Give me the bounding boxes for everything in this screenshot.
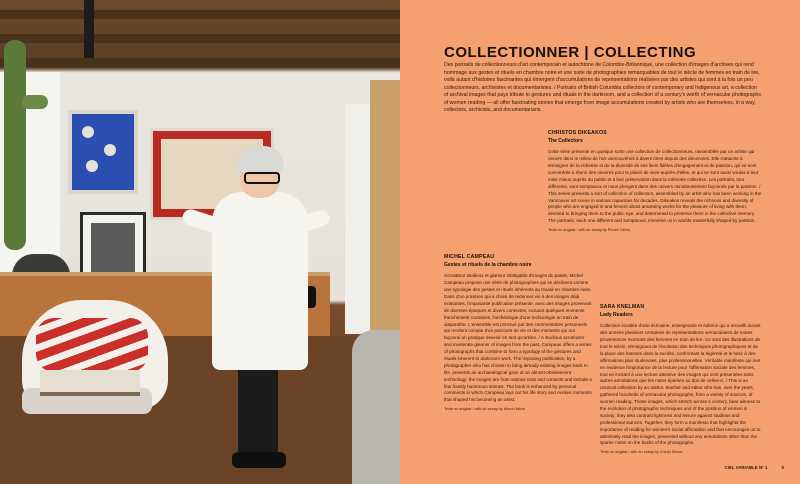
book-stack — [40, 370, 140, 396]
person-legs — [238, 368, 278, 458]
cactus-plant — [4, 40, 26, 250]
section-knelman — [600, 304, 762, 456]
section-artist-name: CHRISTOS DIKEAKOS — [548, 130, 607, 136]
ceiling-beam — [0, 10, 400, 19]
intro-paragraph: Des portraits de collectionneurs d'art contemporain et autochtone de Colombie-Britannique, une collection d'images d'archives qui rend hommage aux gestes et rituels en chambre noire et une suite de photographies remarquables de tout le siècle de femmes en train de lire, voilà autant d'histoires fascinantes qui émergent d'accumulations de représentations réalisées par des artistes qui sont à la fois un peu collectionneurs, archivistes et documentaristes. / Portraits of British Columbia collectors of contemporary and Indigenous art, a collection of archival images that pays tribute to gestures and rituals in the darkroom, and a collection of a century's worth of vernacular photographs of women reading — all offer fascinating stories that emerge from image accumulations created by artists who are themselves, in a way, collectors, archivists, and documentarians. — [444, 62, 762, 114]
section-credit: Texte en anglais / with an essay by Mona Hakim — [444, 407, 526, 412]
blue-artwork — [68, 110, 138, 194]
page-title: COLLECTIONNER | COLLECTING — [444, 44, 697, 61]
section-body: Cette série présente en quelque sorte une collection de collectionneurs, rassemblée par un artiste qui oeuvre dans le milieu de l'art vancouvérois à divers titres depuis des décennies. Elle s'attache à témoigner de la richesse et de la diversité de ses liens fidèles d'engagement et de passion, qui se sont concentrés à réunir des oeuvres pour le plaisir de vivre auprès d'elles, et qui se sont aussi voulus à leur mise mieux auprès du public et à leur préservation dans la mémoire collective. Les portraits, tour différents, sont somptueux et nous plongent dans des univers minutieusement façonnés par la passion. / This series presents a sort of collection of collectors, assembled by an artist who has been working in the Vancouver art scene in various capacities for decades. Dikeakos reveals the richness and diversity of people who are engaged in and fervent about amassing works for the pleasure of living with them, devoted to bringing them to the public eye, and determined to preserve them in the collective memory. The portraits, each one different and sumptuous, immerse us in worlds masterfully shaped by passion. — [548, 149, 762, 224]
section-credit: Texte en anglais / with an essay by Renee Henry — [548, 228, 631, 233]
section-credit: Texte en anglais / with an essay by Cheryl Simon — [600, 450, 683, 455]
text-page — [400, 0, 800, 484]
ceiling-beam — [0, 34, 400, 43]
page-footer — [724, 465, 784, 470]
person-white-coat — [212, 192, 308, 370]
grey-armchair — [352, 330, 400, 484]
person-hair — [236, 146, 284, 172]
person-shoes — [232, 452, 286, 468]
glasses — [244, 172, 280, 184]
section-dikeakos — [548, 130, 762, 234]
section-book-title: The Collectors — [548, 137, 583, 144]
magazine-name: CIEL VARIABLE N° 1 — [724, 465, 768, 470]
section-book-title: Lady Readers — [600, 311, 633, 318]
section-book-title: Gestes et rituels de la chambre noire — [444, 261, 532, 268]
section-artist-name: SARA KNELMAN — [600, 304, 645, 310]
cactus-arm — [22, 95, 48, 109]
text-pattern-cushion — [36, 318, 148, 372]
section-body: Scrutateur studieux et glaneur infatigable d'images du passé, Michel Campeau propose une série de photographies qui se déclinent comme une typologie des gestes et rituels inhérents au travail en chambre noire. Dans d'un praticien qui a choisi de redonner vie à des images déjà existantes, l'imposante publication présente, avec des images provenant de diverses époques et divers contextes, incluant quelques moments franchement cocasses, l'archéologie d'une technologie en train de disparaître. L'ensemble est ponctué par des commentaires personnels qui rendent compte d'un parcours de vie et des moments qui ont façonné un pratique devenir en tant qu'artiste. / A studious scrutinizer and inveterate gleaner of images from the past, Campeau offers a series of photographs that combine to form a typology of the gestures and rituals inherent to darkroom work. The imposing publication, by a photographer who has chosen to bring already existing images back to life, presents an archaeological gaze at an almost-obsolescent technology; the images are from various eras and contexts and include a few frankly humorous scenes. The book is enhanced by personal comments in which Campeau lays out his life story and evokes moments that shaped his becoming an artist. — [444, 273, 592, 403]
page-number: 5 — [781, 465, 784, 470]
section-artist-name: MICHEL CAMPEAU — [444, 254, 495, 260]
ceiling-lamp — [84, 0, 94, 58]
section-body: Collection inusitée d'une écrivaine, enseignante et éditrice qui a recueilli durant des années plusieurs centaines de représentations vernaculaires de toutes provenances montrant des femmes en train de lire. Ce sont des illustrations de tout le siècle, témoignant de l'évolution des techniques photographiques et de la place des femmes dans la société, confrontant la légèreté et le loisir à des affirmations plus studieuses, plus professionnelles. Véritable manifeste qui met en évidence l'importance de la lecture pour l'affirmation sociale des femmes, tout en incitant à une lecture attentive des images qui sont présentées sans autres annotations que les notes éparses au dos de celles-ci. / This is an unusual collection by an author, teacher and editor who has, over the years, gathered hundreds of vernacular photographs, from a variety of sources, of women reading. These images, which stretch across a century, bear witness to the evolution of photographic techniques and of the position of women in society; they also contrast lightness and leisure against studious and professional stances. Together, they form a manifesto that highlights the importance of reading for women's social affirmation and that encourages us to attentively read the images, presented without any annotations other than the sparse notes on the backs of the photographs. — [600, 323, 761, 446]
ceiling-beam — [0, 58, 400, 67]
section-campeau — [444, 254, 592, 413]
